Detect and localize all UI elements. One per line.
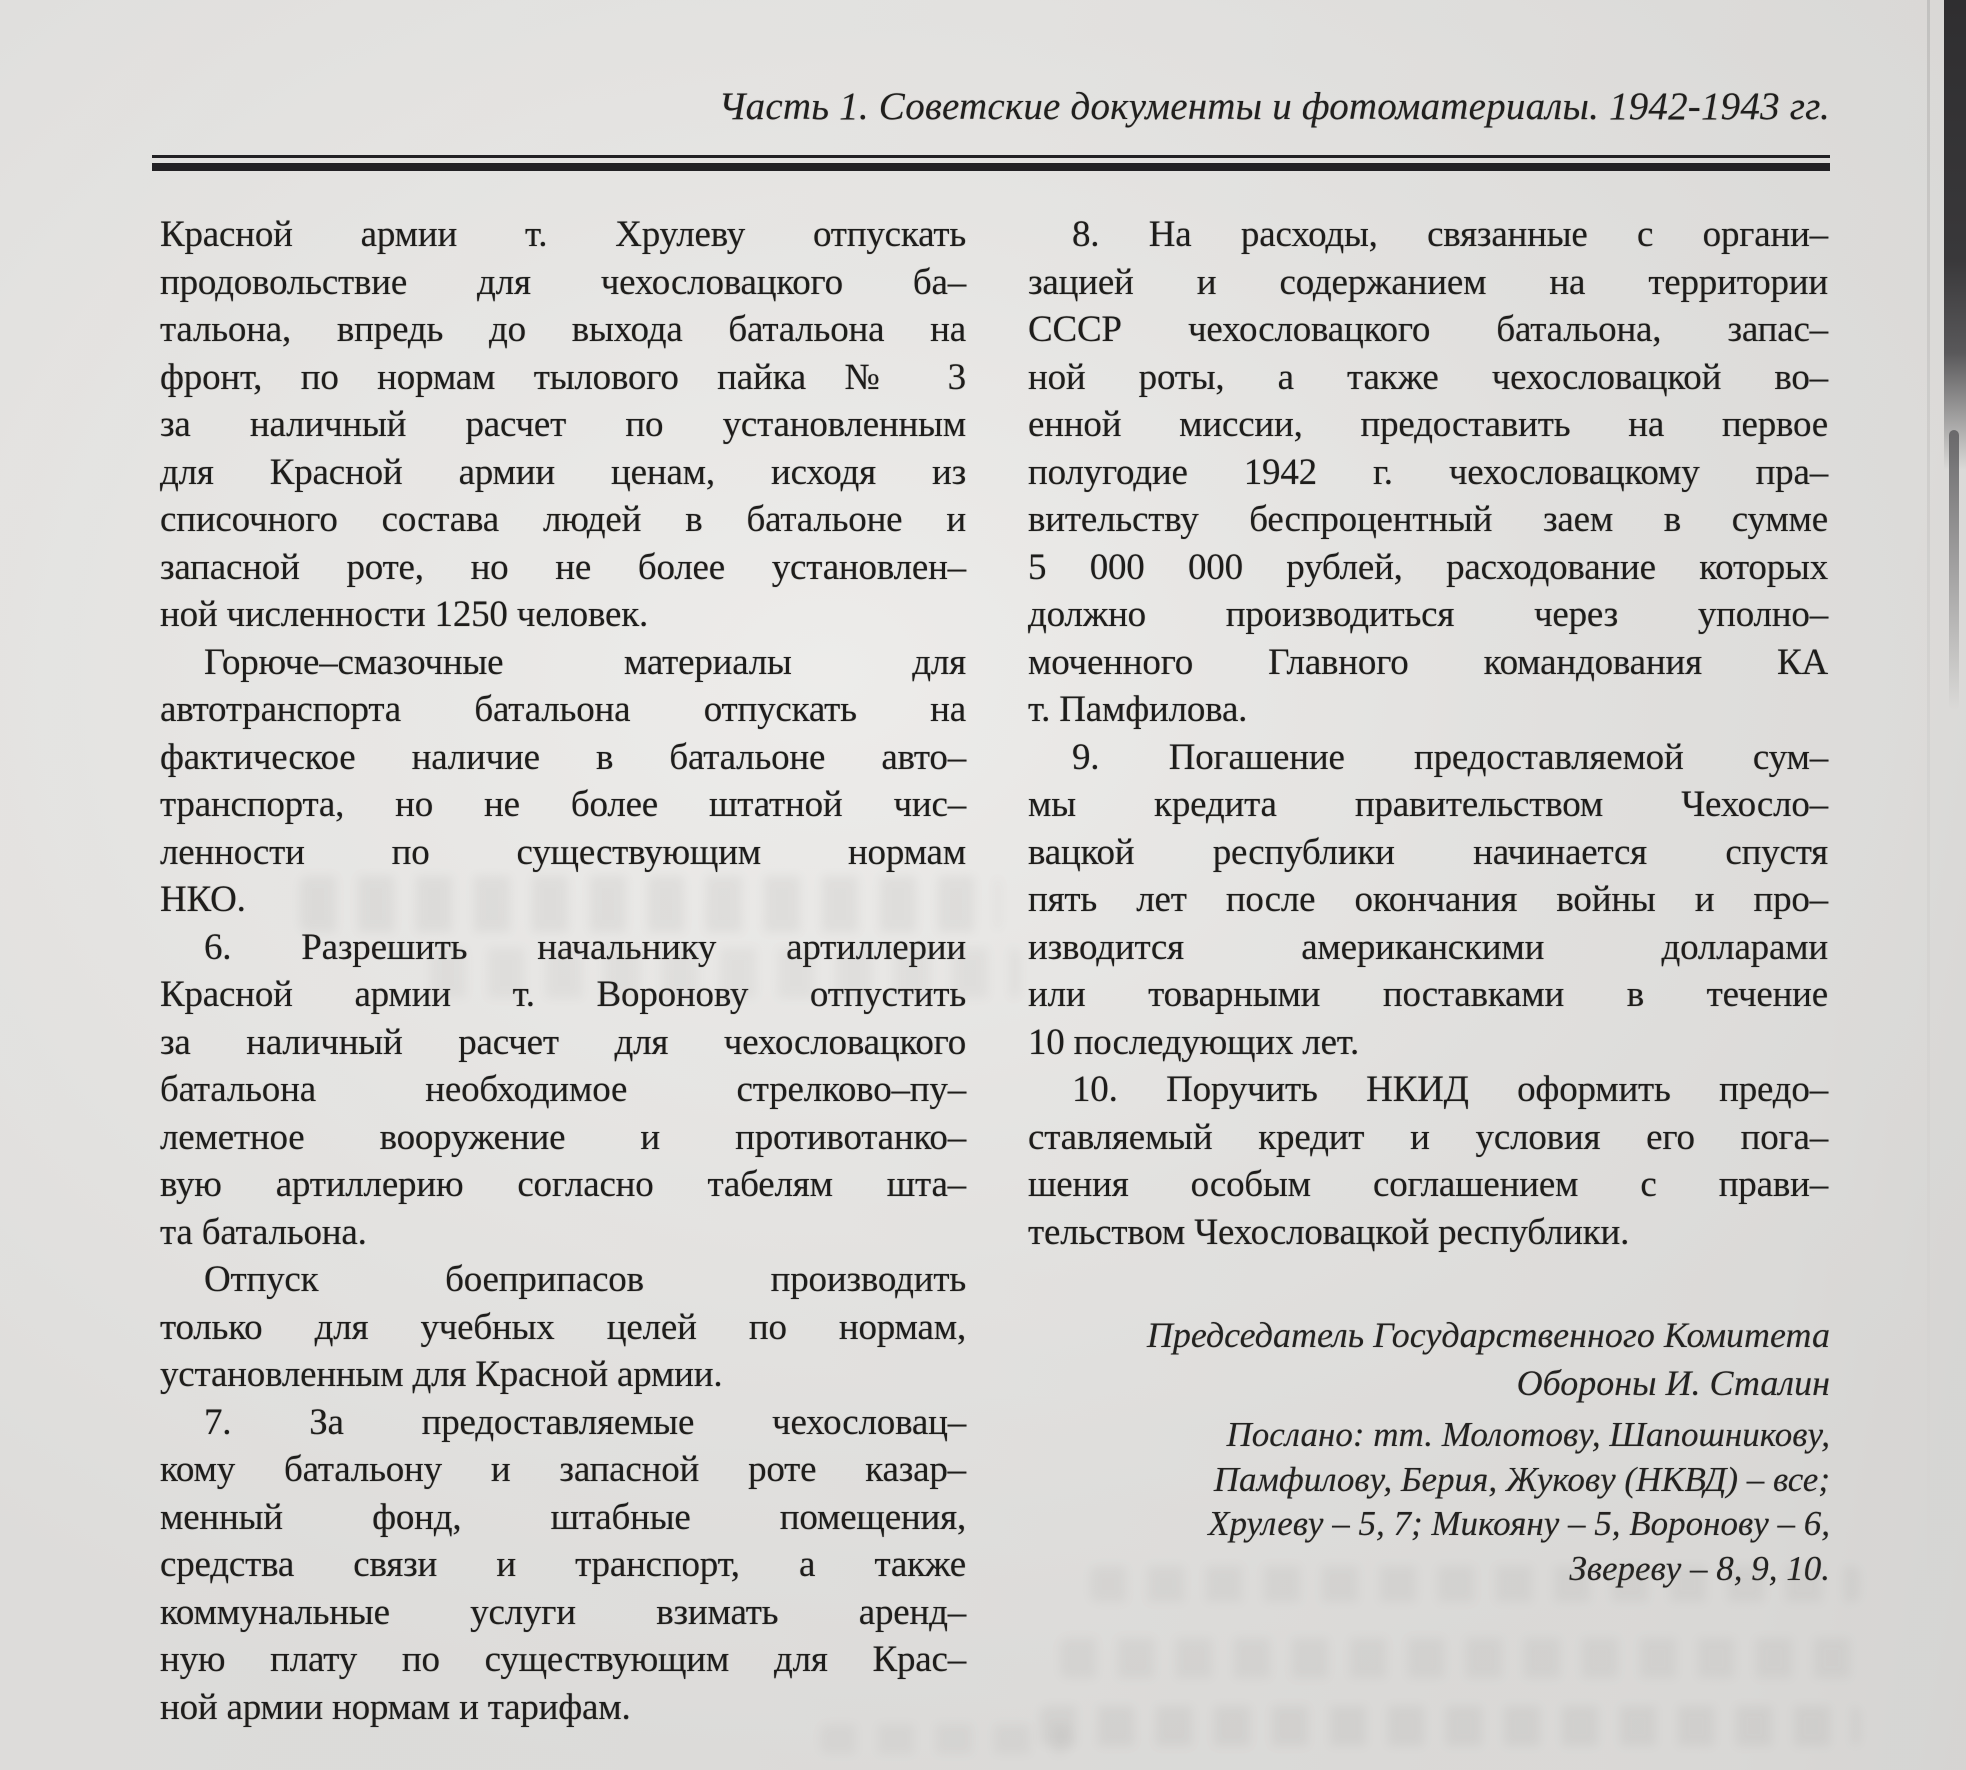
- text-line: средства связи и транспорт, а также: [160, 1544, 966, 1585]
- text-line: продовольствие для чехословацкого ба–: [160, 261, 966, 303]
- distribution-note: [930, 1413, 1830, 1591]
- scan-edge-shadow-taper: [1949, 430, 1959, 710]
- text-line: должно производиться через уполно–: [1028, 594, 1828, 635]
- paragraph: [160, 211, 966, 639]
- text-line: за наличный расчет для чехословацкого: [160, 1021, 966, 1063]
- paragraph: [160, 1399, 966, 1732]
- text-line: 5 000 000 рублей, расходование которых: [1028, 546, 1828, 588]
- signature-block: [930, 1311, 1830, 1407]
- text-line: изводится американскими долларами: [1028, 926, 1828, 968]
- text-line: зацией и содержанием на территории: [1028, 261, 1828, 303]
- paragraph: [1028, 1066, 1828, 1256]
- text-line: фронт, по нормам тылового пайка № 3: [160, 356, 966, 398]
- text-line: списочного состава людей в батальоне и: [160, 499, 966, 540]
- text-line: батальона необходимое стрелково–пу–: [160, 1069, 966, 1110]
- text-line: для Красной армии ценам, исходя из: [160, 451, 966, 493]
- text-line: 10. Поручить НКИД оформить предо–: [1072, 1069, 1828, 1110]
- distribution-line: Звереву – 8, 9, 10.: [1569, 1548, 1830, 1588]
- text-line: за наличный расчет по установленным: [160, 404, 966, 445]
- text-line: шения особым соглашением с прави–: [1028, 1164, 1828, 1205]
- text-line: вительству беспроцентный заем в сумме: [1028, 499, 1828, 540]
- text-line: 8. На расходы, связанные с органи–: [1072, 214, 1828, 255]
- text-line: вацкой республики начинается спустя: [1028, 831, 1828, 873]
- text-line: ную плату по существующим для Крас–: [160, 1639, 966, 1680]
- signature-line: Председатель Государственного Комитета: [1146, 1315, 1830, 1355]
- paragraph: [1028, 211, 1828, 734]
- text-line: та батальона.: [160, 1211, 367, 1253]
- text-line: тальона, впредь до выхода батальона на: [160, 309, 966, 350]
- paragraph: [160, 639, 966, 924]
- text-line: ной численности 1250 человек.: [160, 594, 649, 635]
- text-line: т. Памфилова.: [1028, 689, 1248, 730]
- page-edge-crease: [1927, 0, 1930, 1770]
- column-right: [1028, 211, 1828, 1256]
- text-line: запасной роте, но не более установлен–: [160, 546, 966, 588]
- distribution-line: Послано: тт. Молотову, Шапошникову,: [1226, 1415, 1830, 1454]
- text-line: моченного Главного командования КА: [1028, 641, 1828, 683]
- text-line: автотранспорта батальона отпускать на: [160, 689, 966, 730]
- text-line: леметное вооружение и противотанко–: [160, 1116, 966, 1158]
- paragraph: [160, 924, 966, 1257]
- text-line: ленности по существующим нормам: [160, 831, 966, 873]
- text-line: кому батальону и запасной роте казар–: [160, 1449, 966, 1490]
- text-line: мы кредита правительством Чехосло–: [1028, 784, 1828, 825]
- text-line: фактическое наличие в батальоне авто–: [160, 736, 966, 778]
- text-line: СССР чехословацкого батальона, запас–: [1028, 309, 1828, 350]
- bleed-through-text: [1060, 1638, 1860, 1678]
- text-line: 7. За предоставляемые чехословац–: [204, 1401, 966, 1443]
- running-header: Часть 1. Советские документы и фотоматериалы. 1942-1943 гг.: [718, 85, 1830, 128]
- text-line: 6. Разрешить начальнику артиллерии: [204, 926, 966, 968]
- distribution-line: Хрулеву – 5, 7; Микояну – 5, Воронову – 6,: [1208, 1504, 1830, 1543]
- paragraph: [160, 1256, 966, 1399]
- text-line: Горюче–смазочные материалы для: [204, 641, 966, 683]
- text-line: транспорта, но не более штатной чис–: [160, 784, 966, 825]
- text-line: 10 последующих лет.: [1028, 1021, 1360, 1063]
- paragraph: [1028, 734, 1828, 1067]
- column-left: [160, 211, 966, 1731]
- header-rule: [152, 155, 1830, 171]
- text-line: Красной армии т. Воронову отпустить: [160, 974, 966, 1015]
- signature-line: Обороны И. Сталин: [1516, 1363, 1830, 1403]
- text-line: полугодие 1942 г. чехословацкому пра–: [1028, 451, 1828, 493]
- distribution-line: Памфилову, Берия, Жукову (НКВД) – все;: [1213, 1459, 1830, 1499]
- text-line: Красной армии т. Хрулеву отпускать: [160, 214, 966, 255]
- text-line: НКО.: [160, 879, 246, 920]
- text-line: тельством Чехословацкой республики.: [1028, 1211, 1630, 1253]
- text-line: Отпуск боеприпасов производить: [204, 1259, 966, 1300]
- text-line: енной миссии, предоставить на первое: [1028, 404, 1828, 445]
- text-line: только для учебных целей по нормам,: [160, 1306, 966, 1348]
- text-line: установленным для Красной армии.: [160, 1354, 723, 1395]
- text-line: ной армии нормам и тарифам.: [160, 1686, 631, 1728]
- text-line: ставляемый кредит и условия его пога–: [1028, 1116, 1828, 1158]
- text-line: коммунальные услуги взимать аренд–: [160, 1591, 966, 1633]
- bleed-through-text: [1040, 1706, 1860, 1746]
- text-line: или товарными поставками в течение: [1028, 974, 1828, 1015]
- text-line: пять лет после окончания войны и про–: [1028, 879, 1828, 920]
- text-line: вую артиллерию согласно табелям шта–: [160, 1164, 966, 1205]
- text-line: ной роты, а также чехословацкой во–: [1028, 356, 1828, 398]
- text-line: 9. Погашение предоставляемой сум–: [1072, 736, 1828, 778]
- scan-edge-shadow: [1944, 0, 1966, 470]
- text-line: менный фонд, штабные помещения,: [160, 1496, 966, 1538]
